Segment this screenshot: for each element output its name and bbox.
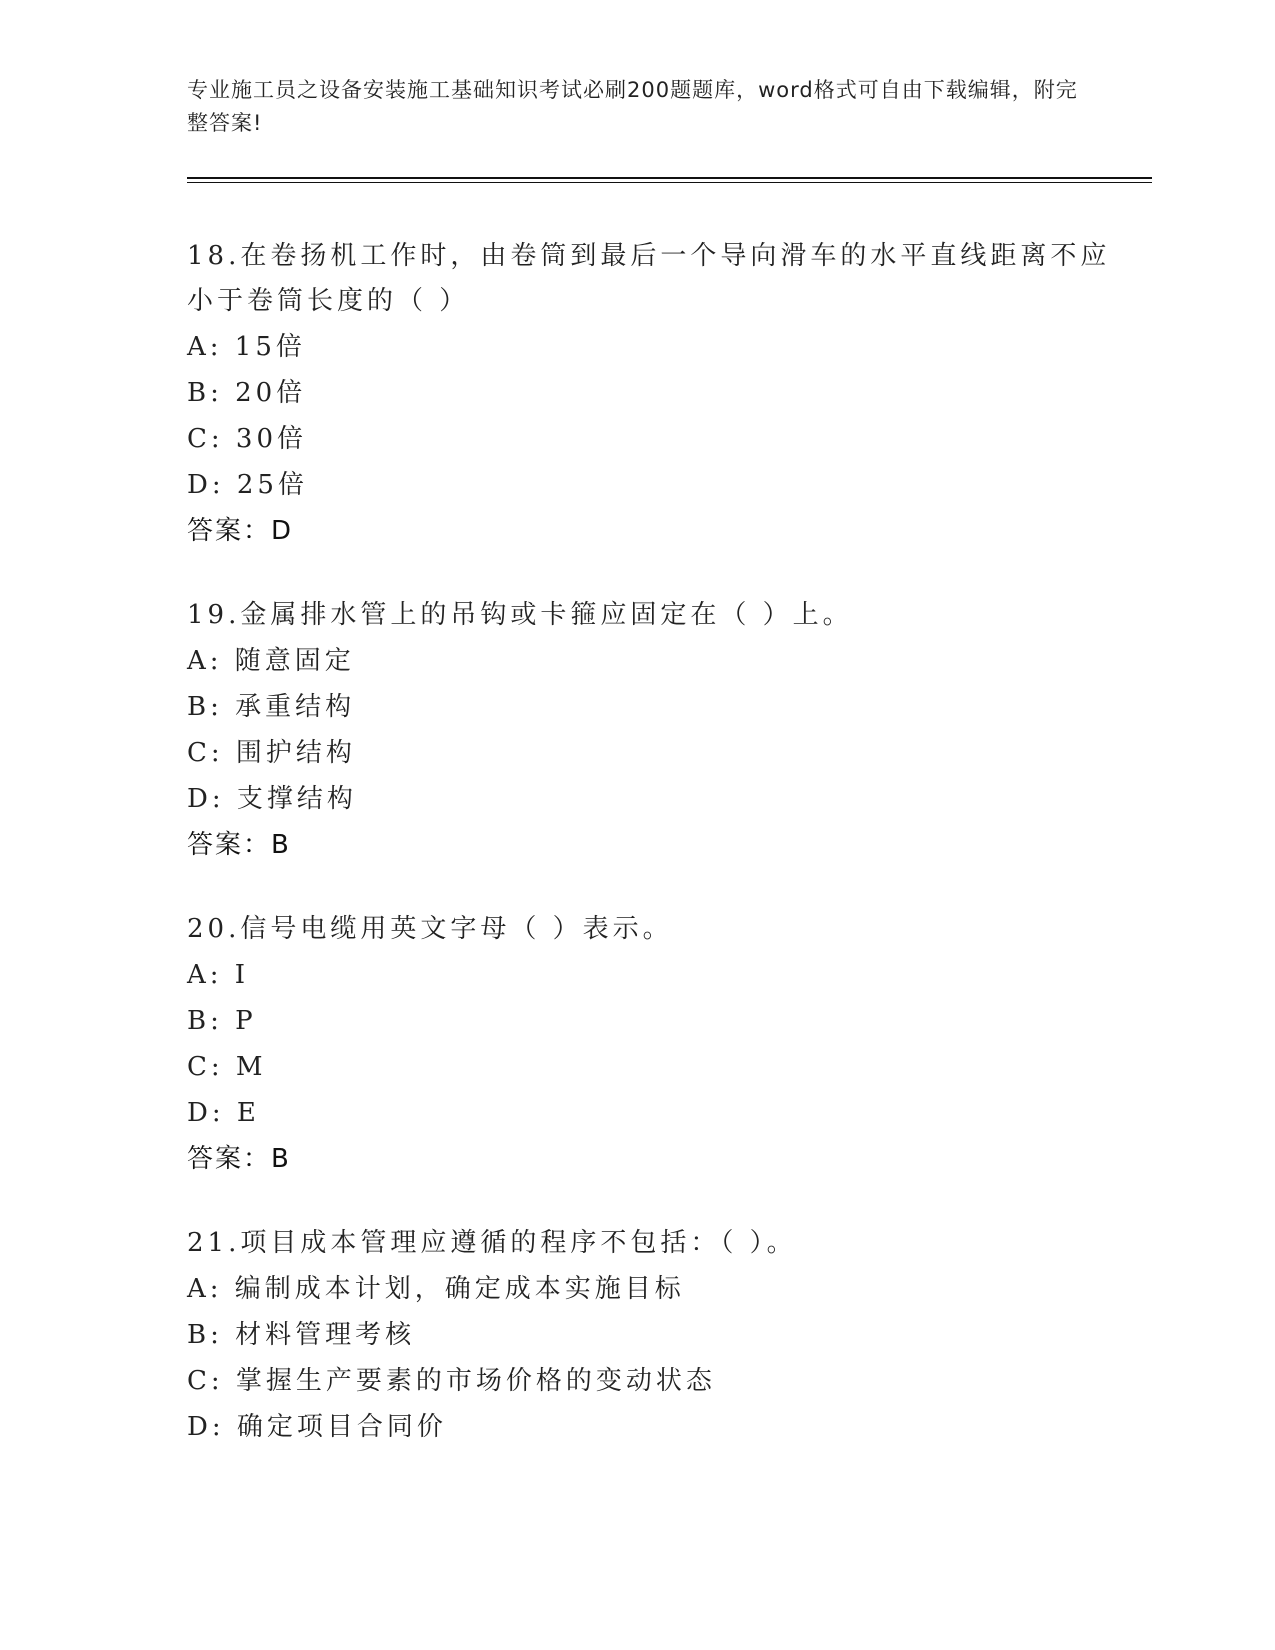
option-a: A: I: [187, 960, 250, 990]
option-d: D: 支撑结构: [187, 784, 357, 814]
option-c: C: 30倍: [187, 424, 308, 454]
option-b: B: 承重结构: [187, 692, 356, 722]
option-b: B: P: [187, 1006, 257, 1036]
question-item-19: [187, 593, 1137, 868]
question-list: [187, 234, 1137, 1489]
question-item-18: [187, 234, 1137, 554]
option-d: D: 确定项目合同价: [187, 1412, 447, 1442]
option-a: A: 随意固定: [187, 646, 355, 676]
question-item-21: [187, 1221, 1137, 1450]
question-item-20: [187, 907, 1137, 1182]
option-c: C: 掌握生产要素的市场价格的变动状态: [187, 1366, 716, 1396]
option-c: C: M: [187, 1052, 267, 1082]
question-stem: 20.信号电缆用英文字母（ ）表示。: [187, 914, 673, 944]
question-stem: 19.金属排水管上的吊钩或卡箍应固定在（ ）上。: [187, 600, 853, 630]
header-divider-thin: [187, 182, 1152, 183]
option-b: B: 材料管理考核: [187, 1320, 416, 1350]
answer-line: 答案：B: [187, 1144, 291, 1174]
document-header-title: 专业施工员之设备安装施工基础知识考试必刷200题题库，word格式可自由下载编辑，附完整答案!: [187, 78, 1078, 135]
answer-line: 答案：B: [187, 830, 291, 860]
answer-line: 答案：D: [187, 516, 294, 546]
option-b: B: 20倍: [187, 378, 307, 408]
option-c: C: 围护结构: [187, 738, 356, 768]
option-d: D: 25倍: [187, 470, 308, 500]
option-a: A: 编制成本计划，确定成本实施目标: [187, 1274, 685, 1304]
question-stem: 21.项目成本管理应遵循的程序不包括：（ ）。: [187, 1228, 797, 1258]
option-a: A: 15倍: [187, 332, 306, 362]
option-d: D: E: [187, 1098, 260, 1128]
question-stem: 18.在卷扬机工作时，由卷筒到最后一个导向滑车的水平直线距离不应小于卷筒长度的（ ）: [187, 241, 1111, 316]
header-divider-thick: [187, 177, 1152, 179]
